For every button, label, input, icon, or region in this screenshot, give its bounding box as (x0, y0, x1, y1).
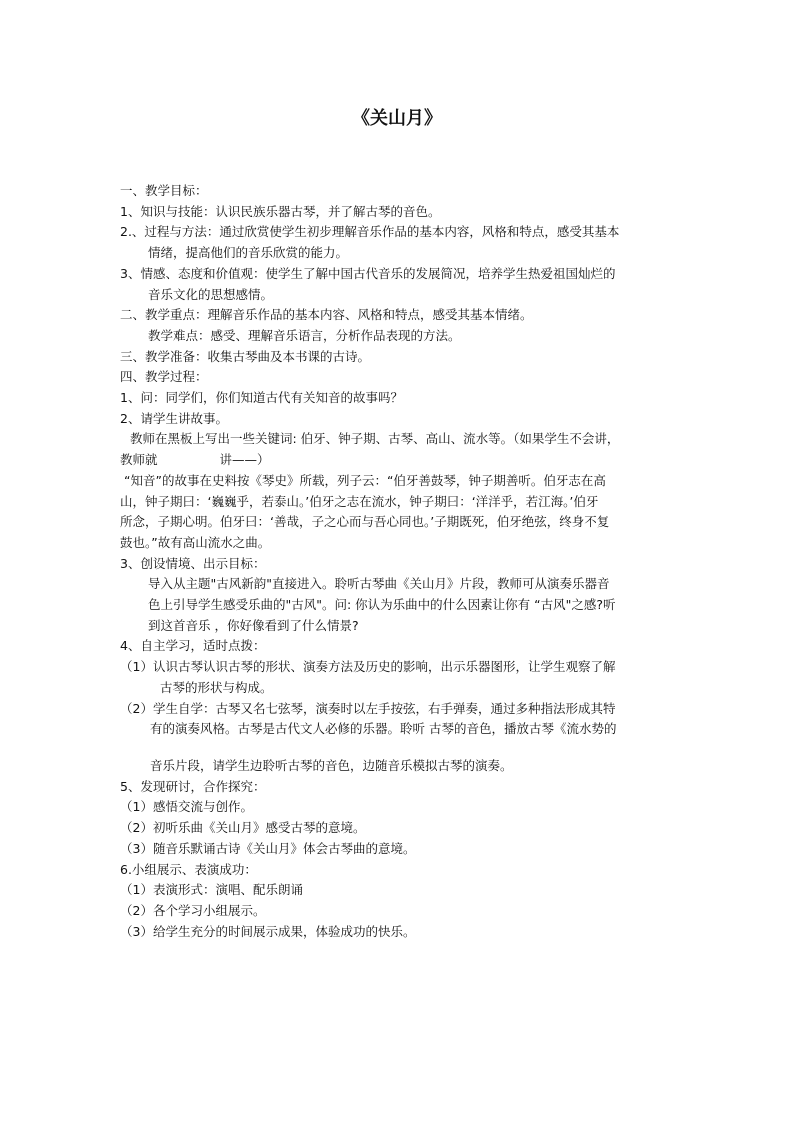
step-5: 5、发现研讨，合作探究： (120, 778, 266, 794)
step-2-text-part-b: 讲——） (219, 452, 270, 468)
step-4-item-1: （1）认识古琴认识古琴的形状、演奏方法及历史的影响，出示乐器图形，让学生观察了解 (120, 659, 616, 675)
section-heading-preparation: 三、教学准备：收集古琴曲及本书课的古诗。 (120, 348, 371, 364)
step-4-item-1-cont: 古琴的形状与构成。 (160, 679, 273, 695)
step-3: 3、创设情境、出示目标： (120, 555, 266, 571)
step-2-text-part-a: 教师就 (120, 452, 158, 468)
step-2: 2、请学生讲故事。 (120, 410, 228, 426)
objective-emotion-cont: 音乐文化的思想感情。 (148, 286, 274, 302)
document-body (120, 181, 676, 942)
step-5-item-2: （2）初听乐曲《关山月》感受古琴的意境。 (120, 820, 366, 836)
step-2-text: 教师在黑板上写出一些关键词: 伯牙、钟子期、古琴、高山、流水等。（如果学生不会讲， (130, 431, 620, 447)
step-4-item-2-cont: 有的演奏风格。古琴是古代文人必修的乐器。聆听 古琴的音色，播放古琴《流水势的 (150, 721, 617, 737)
story-paragraph-2: 山，钟子期曰：‘巍巍乎，若泰山。’伯牙之志在流水，钟子期曰：‘洋洋乎，若江海。’伯牙 (120, 493, 599, 509)
story-paragraph-4: 鼓也。”故有高山流水之曲。 (120, 534, 271, 550)
step-5-item-1: （1）感悟交流与创作。 (120, 799, 253, 815)
objective-knowledge: 1、知识与技能：认识民族乐器古琴，并了解古琴的音色。 (120, 203, 441, 219)
step-6: 6.小组展示、表演成功： (120, 861, 257, 877)
story-paragraph-1: “知音”的故事在史料按《琴史》所载，列子云：“伯牙善鼓琴，钟子期善听。伯牙志在高 (124, 472, 606, 488)
step-6-item-1: （1）表演形式：演唱、配乐朗诵 (120, 882, 303, 898)
step-3-text-1: 导入从主题"古风新韵"直接进入。聆听古琴曲《关山月》片段，教师可从演奏乐器音 (148, 576, 610, 592)
step-4: 4、自主学习，适时点拨： (120, 638, 266, 654)
step-4-item-2: （2）学生自学：古琴又名七弦琴，演奏时以左手按弦，右手弹奏，通过多种指法形成其特 (120, 700, 616, 716)
paragraph-gap (120, 740, 676, 756)
step-2-text-cont (120, 450, 676, 471)
objective-process-cont: 情绪，提高他们的音乐欣赏的能力。 (148, 245, 349, 261)
step-3-text-3: 到这首音乐 ，你好像看到了什么情景? (148, 617, 359, 633)
step-6-item-3: （3）给学生充分的时间展示成果，体验成功的快乐。 (120, 923, 416, 939)
objective-process: 2.、过程与方法：通过欣赏使学生初步理解音乐作品的基本内容，风格和特点，感受其基本 (120, 224, 620, 240)
step-6-item-2: （2）各个学习小组展示。 (120, 902, 266, 918)
objective-emotion: 3、情感、态度和价值观：使学生了解中国古代音乐的发展简况，培养学生热爱祖国灿烂的 (120, 265, 616, 281)
step-1: 1、问：同学们，你们知道古代有关知音的故事吗？ (120, 390, 403, 406)
step-5-item-3: （3）随音乐默诵古诗《关山月》体会古琴曲的意境。 (120, 840, 416, 856)
story-paragraph-3: 所念，子期心明。伯牙曰：‘善哉，子之心而与吾心同也。’子期既死，伯牙绝弦，终身不复 (120, 514, 610, 530)
step-4-item-2-cont-2: 音乐片段，请学生边聆听古琴的音色，边随音乐模拟古琴的演奏。 (150, 757, 513, 773)
section-heading-objectives: 一、教学目标： (120, 183, 208, 198)
section-heading-key-points: 二、教学重点：理解音乐作品的基本内容、风格和特点，感受其基本情绪。 (120, 307, 533, 323)
step-3-text-2: 色上引导学生感受乐曲的"古风"。问: 你认为乐曲中的什么因素让你有 “古风"之感?听 (148, 597, 616, 613)
section-heading-process: 四、教学过程： (120, 369, 208, 385)
document-title: 《关山月》 (352, 108, 442, 129)
difficulty-line: 教学难点：感受、理解音乐语言，分析作品表现的方法。 (148, 327, 461, 343)
